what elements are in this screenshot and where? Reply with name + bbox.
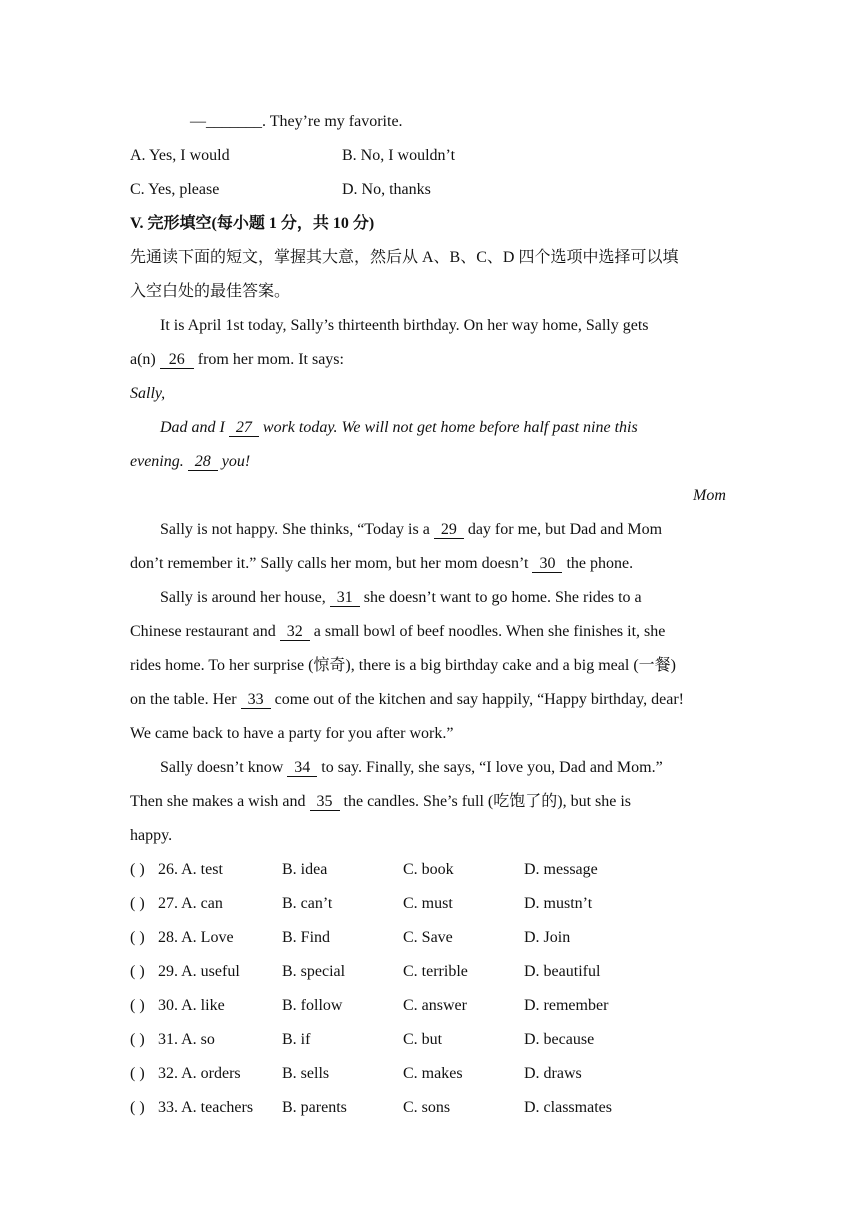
- question-row: [130, 962, 730, 982]
- answer-paren[interactable]: ( ): [130, 929, 145, 946]
- question-row: [130, 996, 730, 1016]
- question-row: [130, 1064, 730, 1084]
- text: a(n): [130, 351, 160, 368]
- option-a: 26. A. test: [158, 861, 223, 878]
- question-row: [130, 894, 730, 914]
- section-title: V. 完形填空(每小题 1 分，共 10 分): [130, 215, 375, 232]
- option-c: C. must: [403, 895, 453, 912]
- text: to say. Finally, she says, “I love you, Dad and Mom.”: [317, 759, 663, 776]
- text: day for me, but Dad and Mom: [463, 521, 663, 538]
- option-a: 32. A. orders: [158, 1065, 241, 1082]
- option-d: D. beautiful: [524, 963, 601, 980]
- answer-paren[interactable]: ( ): [130, 1065, 145, 1082]
- blank-28: 28: [188, 453, 218, 471]
- option-c: C. book: [403, 861, 454, 878]
- option-b: B. Find: [282, 929, 331, 946]
- passage-line: [160, 520, 662, 540]
- prev-option-c: C. Yes, please: [130, 181, 220, 198]
- text: evening.: [130, 453, 188, 470]
- text: Sally doesn’t know: [160, 759, 288, 776]
- answer-paren[interactable]: ( ): [130, 1031, 145, 1048]
- passage-line: [160, 758, 663, 778]
- option-b: B. idea: [282, 861, 328, 878]
- option-c: C. but: [403, 1031, 443, 1048]
- answer-paren[interactable]: ( ): [130, 895, 145, 912]
- blank-32: 32: [280, 623, 310, 641]
- passage-line: [130, 554, 633, 574]
- text: she doesn’t want to go home. She rides to a: [359, 589, 642, 606]
- text: come out of the kitchen and say happily, “Happy birthday, dear!: [270, 691, 684, 708]
- passage-line: rides home. To her surprise (惊奇), there is a big birthday cake and a big meal (一餐): [130, 657, 676, 674]
- text: the candles. She’s full (吃饱了的), but she is: [339, 793, 632, 810]
- text: from her mom. It says:: [193, 351, 344, 368]
- blank-35: 35: [310, 793, 340, 811]
- option-c: C. makes: [403, 1065, 463, 1082]
- option-c: C. answer: [403, 997, 467, 1014]
- answer-paren[interactable]: ( ): [130, 963, 145, 980]
- passage-line: [130, 350, 344, 370]
- option-d: D. message: [524, 861, 598, 878]
- answer-paren[interactable]: ( ): [130, 997, 145, 1014]
- prev-option-d: D. No, thanks: [342, 181, 431, 198]
- text: work today. We will not get home before half past nine this: [258, 419, 638, 436]
- passage-line: It is April 1st today, Sally’s thirteenth birthday. On her way home, Sally gets: [160, 317, 649, 334]
- question-row: [130, 1030, 730, 1050]
- option-b: B. special: [282, 963, 346, 980]
- text: Sally is around her house,: [160, 589, 330, 606]
- option-b: B. follow: [282, 997, 343, 1014]
- passage-line: [160, 588, 642, 608]
- answer-paren[interactable]: ( ): [130, 1099, 145, 1116]
- option-b: B. parents: [282, 1099, 347, 1116]
- passage-line: We came back to have a party for you after work.”: [130, 725, 454, 742]
- blank-29: 29: [434, 521, 464, 539]
- option-d: D. remember: [524, 997, 609, 1014]
- blank-26: 26: [160, 351, 194, 369]
- option-b: B. if: [282, 1031, 311, 1048]
- section-instruction-2: 入空白处的最佳答案。: [130, 283, 291, 300]
- passage-line: [130, 792, 631, 812]
- blank-33: 33: [241, 691, 271, 709]
- question-row: [130, 860, 730, 880]
- option-d: D. classmates: [524, 1099, 612, 1116]
- option-c: C. terrible: [403, 963, 468, 980]
- prev-option-a: A. Yes, I would: [130, 147, 230, 164]
- text: Chinese restaurant and: [130, 623, 280, 640]
- note-line: [160, 418, 638, 438]
- option-b: B. sells: [282, 1065, 330, 1082]
- text: Then she makes a wish and: [130, 793, 310, 810]
- blank-30: 30: [532, 555, 562, 573]
- passage-line: [130, 622, 665, 642]
- option-d: D. Join: [524, 929, 571, 946]
- passage-line: [130, 690, 684, 710]
- text: don’t remember it.” Sally calls her mom, but her mom doesn’t: [130, 555, 533, 572]
- option-a: 27. A. can: [158, 895, 223, 912]
- option-c: C. sons: [403, 1099, 451, 1116]
- text: you!: [217, 453, 251, 470]
- text: Dad and I: [160, 419, 229, 436]
- option-a: 31. A. so: [158, 1031, 215, 1048]
- option-a: 30. A. like: [158, 997, 225, 1014]
- note-salutation: Sally,: [130, 385, 166, 402]
- section-instruction-1: 先通读下面的短文，掌握其大意，然后从 A、B、C、D 四个选项中选择可以填: [130, 249, 679, 266]
- text: on the table. Her: [130, 691, 241, 708]
- prev-answer-line: —_______. They’re my favorite.: [190, 113, 403, 130]
- option-c: C. Save: [403, 929, 453, 946]
- note-signature: Mom: [693, 487, 726, 504]
- blank-27: 27: [229, 419, 259, 437]
- option-a: 33. A. teachers: [158, 1099, 254, 1116]
- answer-paren[interactable]: ( ): [130, 861, 145, 878]
- option-d: D. because: [524, 1031, 595, 1048]
- blank-31: 31: [330, 589, 360, 607]
- blank-34: 34: [287, 759, 317, 777]
- option-b: B. can’t: [282, 895, 333, 912]
- note-line: [130, 452, 250, 472]
- option-d: D. draws: [524, 1065, 582, 1082]
- text: the phone.: [562, 555, 634, 572]
- option-d: D. mustn’t: [524, 895, 593, 912]
- option-a: 29. A. useful: [158, 963, 240, 980]
- text: a small bowl of beef noodles. When she finishes it, she: [309, 623, 666, 640]
- option-a: 28. A. Love: [158, 929, 234, 946]
- question-row: [130, 1098, 730, 1118]
- question-row: [130, 928, 730, 948]
- passage-line: happy.: [130, 827, 173, 844]
- prev-option-b: B. No, I wouldn’t: [342, 147, 456, 164]
- text: Sally is not happy. She thinks, “Today is a: [160, 521, 434, 538]
